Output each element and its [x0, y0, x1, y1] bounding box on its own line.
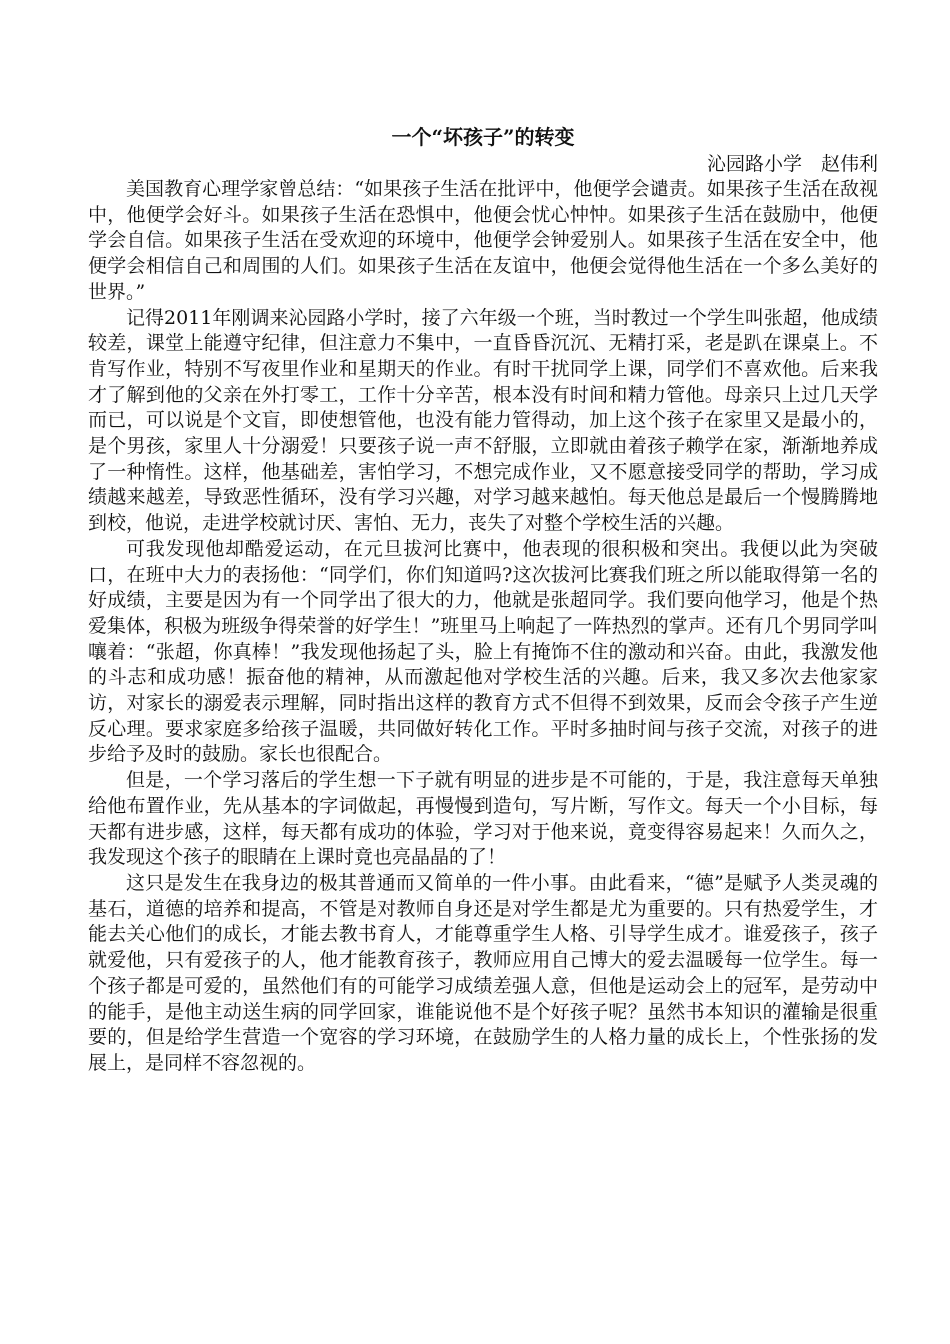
article: [88, 123, 878, 1077]
article-title: 一个“坏孩子”的转变: [391, 125, 575, 149]
paragraph-1: 美国教育心理学家曾总结：“如果孩子生活在批评中，他便学会谴责。如果孩子生活在敌视中，他便学会好斗。如果孩子生活在恐惧中，他便会忧心忡忡。如果孩子生活在鼓励中，他便学会自信。如果孩子生活在受欢迎的环境中，他便学会钟爱别人。如果孩子生活在安全中，他便学会相信自己和周围的人们。如果孩子生活在友谊中，他便会觉得他生活在一个多么美好的世界。”: [88, 178, 878, 303]
paragraph-5: 这只是发生在我身边的极其普通而又简单的一件小事。由此看来，“德”是赋予人类灵魂的基石，道德的培养和提高，不管是对教师自身还是对学生都是尤为重要的。只有热爱学生，才能去关心他们的成长，才能去教书育人，才能尊重学生人格、引导学生成才。谁爱孩子，孩子就爱他，只有爱孩子的人，他才能教育孩子，教师应用自己博大的爱去温暖每一位学生。每一个孩子都是可爱的，虽然他们有的可能学习成绩差强人意，但他是运动会上的冠军，是劳动中的能手，是他主动送生病的同学回家，谁能说他不是个好孩子呢？虽然书本知识的灌输是很重要的，但是给学生营造一个宽容的学习环境，在鼓励学生的人格力量的成长上，个性张扬的发展上，是同样不容忽视的。: [88, 871, 878, 1074]
paragraph-4: 但是，一个学习落后的学生想一下子就有明显的进步是不可能的，于是，我注意每天单独给他布置作业，先从基本的字词做起，再慢慢到造句，写片断，写作文。每天一个小目标，每天都有进步感，这样，每天都有成功的体验，学习对于他来说，竟变得容易起来！久而久之，我发现这个孩子的眼睛在上课时竟也亮晶晶的了！: [88, 769, 878, 869]
paragraph-3: 可我发现他却酷爱运动，在元旦拔河比赛中，他表现的很积极和突出。我便以此为突破口，在班中大力的表扬他：“同学们，你们知道吗?这次拔河比赛我们班之所以能取得第一名的好成绩，主要是因为有一个同学出了很大的力，他就是张超同学。我们要向他学习，他是个热爱集体，积极为班级争得荣誉的好学生！”班里马上响起了一阵热烈的掌声。还有几个男同学叫嚷着：“张超，你真棒！”我发现他扬起了头，脸上有掩饰不住的激动和兴奋。由此，我激发他的斗志和成功感！振奋他的精神，从而激起他对学校生活的兴趣。后来，我又多次去他家家访，对家长的溺爱表示理解，同时指出这样的教育方式不但得不到效果，反而会令孩子产生逆反心理。要求家庭多给孩子温暖，共同做好转化工作。平时多抽时间与孩子交流，对孩子的进步给予及时的鼓励。家长也很配合。: [88, 537, 878, 766]
paragraph-2: 记得2011年刚调来沁园路小学时，接了六年级一个班，当时教过一个学生叫张超，他成绩较差，课堂上能遵守纪律，但注意力不集中，一直昏昏沉沉、无精打采，老是趴在课桌上。不肯写作业，特别不写夜里作业和星期天的作业。有时干扰同学上课，同学们不喜欢他。后来我才了解到他的父亲在外打零工，工作十分辛苦，根本没有时间和精力管他。母亲只上过几天学而已，可以说是个文盲，即使想管他，也没有能力管得动，加上这个孩子在家里又是最小的，是个男孩，家里人十分溺爱！只要孩子说一声不舒服，立即就由着孩子赖学在家，渐渐地养成了一种惰性。这样，他基础差，害怕学习，不想完成作业，又不愿意接受同学的帮助，学习成绩越来越差，导致恶性循环，没有学习兴趣，对学习越来越怕。每天他总是最后一个慢腾腾地到校，他说，走进学校就讨厌、害怕、无力，丧失了对整个学校生活的兴趣。: [88, 306, 878, 535]
author-byline: 沁园路小学 赵伟利: [706, 153, 878, 175]
